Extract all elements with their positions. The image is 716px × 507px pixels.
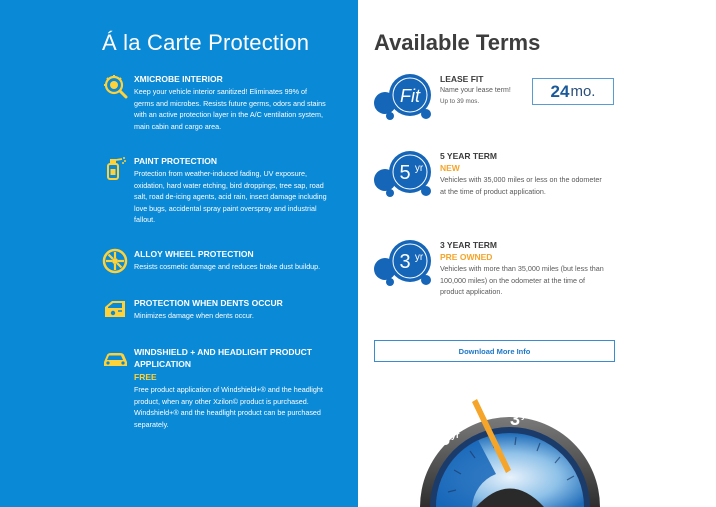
protection-title: WINDSHIELD + AND HEADLIGHT PRODUCT APPLICATION xyxy=(134,347,312,369)
svg-text:Fit: Fit xyxy=(400,86,420,106)
term-description: Vehicles with 35,000 miles or less on the odometer at the time of product application. xyxy=(440,175,602,196)
protection-description: Free product application of Windshield+® and the headlight product, when any other Xzilon© product is purchased. Windshield+® and the headlight product can be purchased separately. xyxy=(134,385,323,429)
term-tag-new: NEW xyxy=(440,163,460,173)
term-description: Vehicles with more than 35,000 miles (but less than 100,000 miles) on the odometer at the time of product application. xyxy=(440,264,604,296)
car-door-dent-icon xyxy=(102,297,128,323)
protection-description: Protection from weather-induced fading, UV exposure, oxidation, hard water etching, bird droppings, tree sap, road salt, road de-icing agents, acid rain, insect damage including love bugs, accidental spray paint overspray and industrial fallout. xyxy=(134,169,327,224)
car-headlight-icon xyxy=(102,346,128,372)
term-tag-pre-owned: PRE OWNED xyxy=(440,252,493,262)
left-title: Á la Carte Protection xyxy=(102,30,310,55)
svg-text:yr: yr xyxy=(414,252,424,263)
svg-text:yr: yr xyxy=(521,410,530,420)
term-subtitle-small: Up to 39 mos. xyxy=(440,98,480,105)
wheel-icon xyxy=(102,248,128,274)
protection-description: Resists cosmetic damage and reduces brake dust buildup. xyxy=(134,262,321,271)
svg-text:yr: yr xyxy=(451,430,460,440)
lease-term-value: 24 xyxy=(550,81,570,101)
right-title: Available Terms xyxy=(374,30,541,55)
protection-description: Keep your vehicle interior sanitized! Eliminates 99% of germs and microbes. Resists future germs, odors and stains with an active protection layer in the A/C ventilation system, main cabin and cargo area. xyxy=(134,87,326,131)
gauge-label-3yr: 3 xyxy=(510,409,521,429)
term-subtitle: Name your lease term! xyxy=(440,87,511,94)
speedometer-gauge xyxy=(418,372,602,507)
protection-title: ALLOY WHEEL PROTECTION xyxy=(134,249,254,259)
right-panel xyxy=(358,0,716,507)
lease-term-display xyxy=(532,78,614,105)
lease-term-unit: mo. xyxy=(570,83,596,100)
spray-bottle-icon xyxy=(102,155,128,181)
download-more-info-button[interactable]: Download More Info xyxy=(374,340,615,362)
svg-text:yr: yr xyxy=(414,163,424,174)
protection-title: XMICROBE INTERIOR xyxy=(134,74,223,84)
microbe-icon xyxy=(102,73,128,99)
three-year-badge xyxy=(374,239,434,287)
gauge-label-5yr: 5 xyxy=(440,429,451,449)
protection-description: Minimizes damage when dents occur. xyxy=(134,311,254,320)
term-title: 5 YEAR TERM xyxy=(440,151,497,161)
protection-title: PAINT PROTECTION xyxy=(134,156,217,166)
free-badge: FREE xyxy=(134,372,157,382)
lease-fit-badge xyxy=(374,73,434,121)
term-title: 3 YEAR TERM xyxy=(440,240,497,250)
five-year-badge xyxy=(374,150,434,198)
term-title: LEASE FIT xyxy=(440,74,484,84)
svg-text:5: 5 xyxy=(399,162,411,184)
protection-title: PROTECTION WHEN DENTS OCCUR xyxy=(134,298,283,308)
svg-text:3: 3 xyxy=(399,251,411,273)
